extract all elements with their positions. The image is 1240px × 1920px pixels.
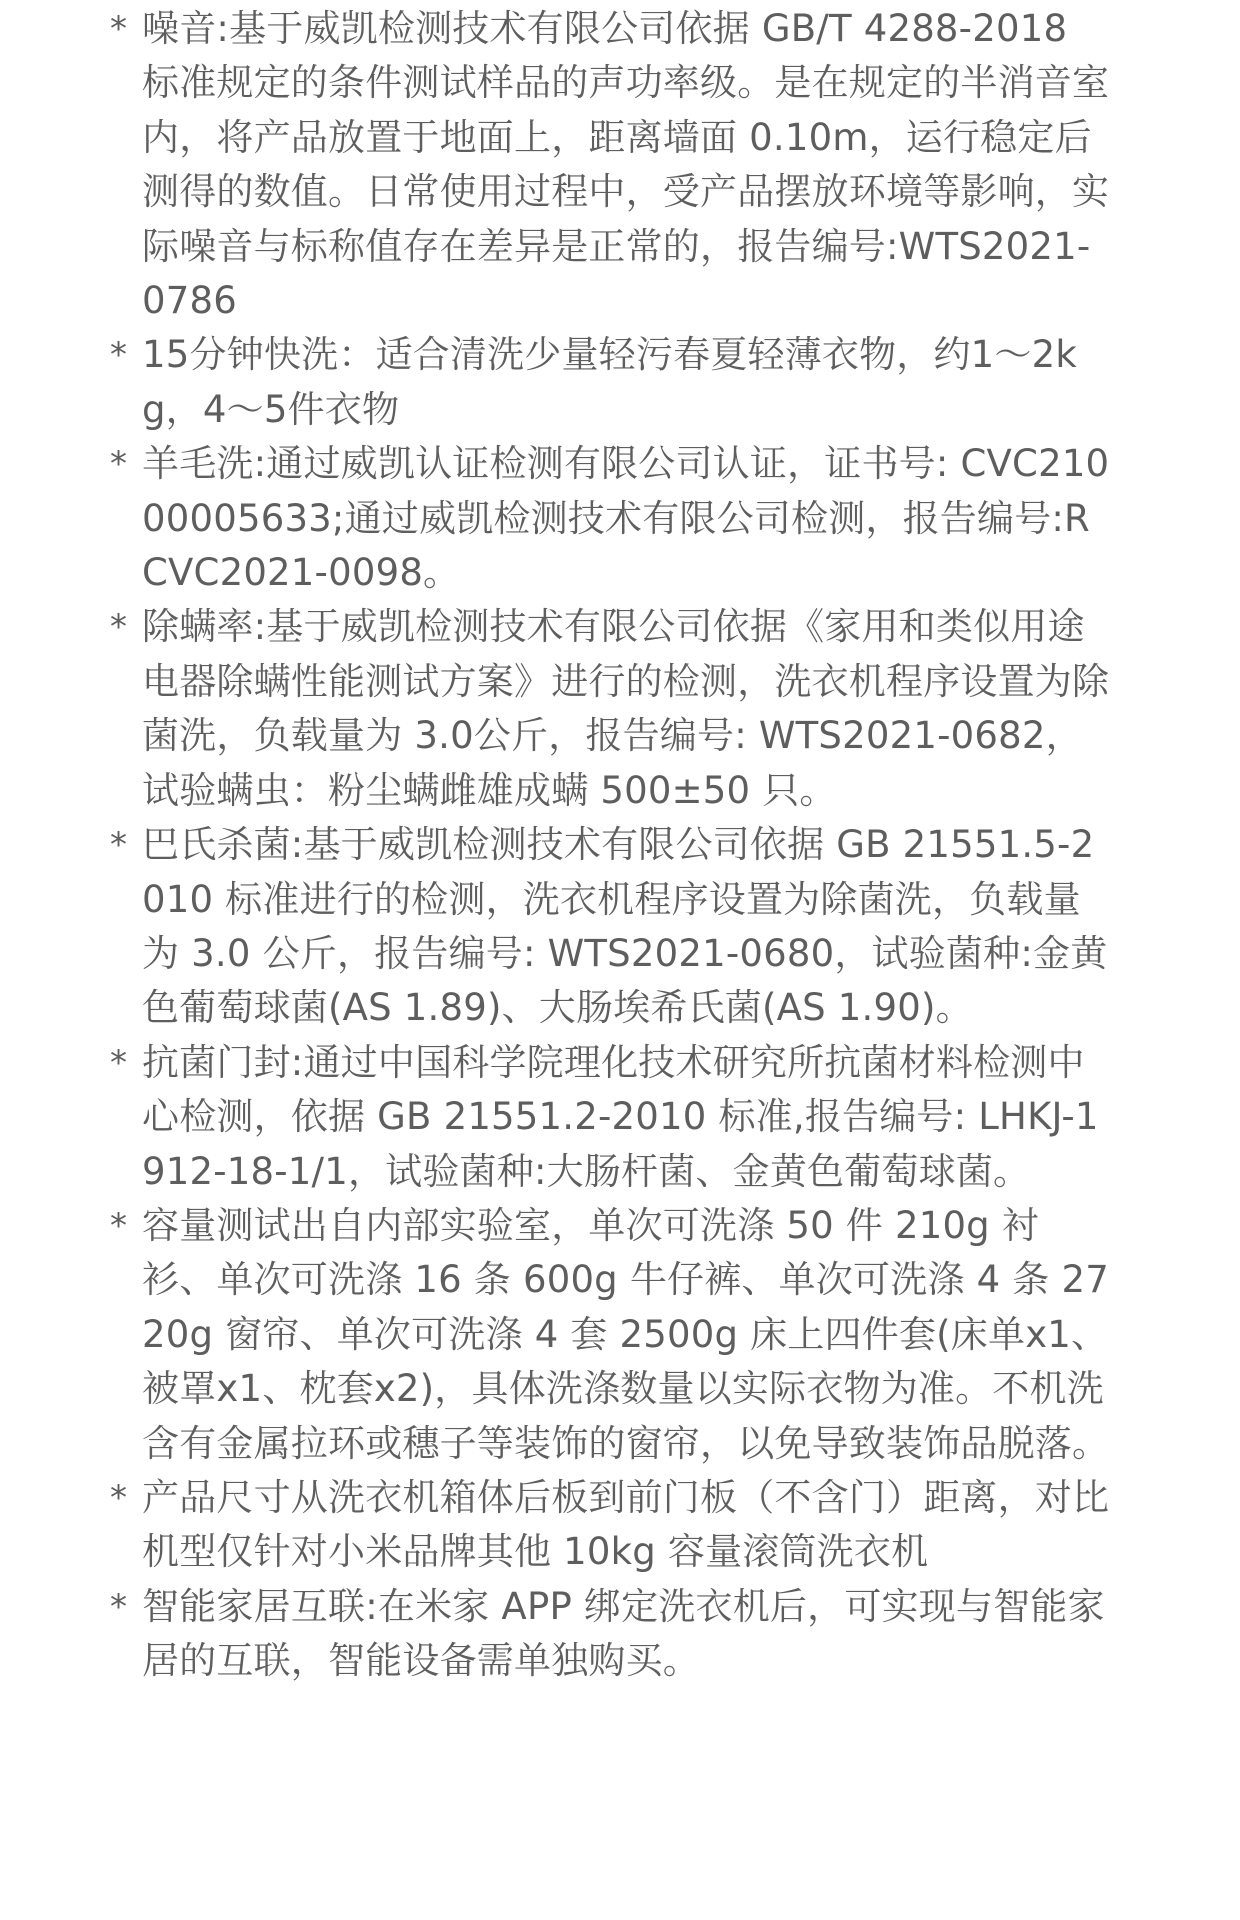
footnote-text: 15分钟快洗：适合清洗少量轻污春夏轻薄衣物，约1～2kg，4～5件衣物 [142,333,1077,431]
footnote-wool-wash [0,437,1240,600]
footnote-text: 羊毛洗:通过威凯认证检测有限公司认证，证书号: CVC21000005633;通过威凯检测技术有限公司检测，报告编号:RCVC2021-0098。 [142,442,1110,595]
footnote-noise [0,2,1240,328]
footnote-text: 巴氏杀菌:基于威凯检测技术有限公司依据 GB 21551.5-2010 标准进行的检测，洗衣机程序设置为除菌洗，负载量为 3.0 公斤，报告编号: WTS2021-0680，试验菌种:金黄色葡萄球菌(AS 1.89)、大肠埃希氏菌(AS 1.90)。 [142,823,1108,1030]
footnote-text: 抗菌门封:通过中国科学院理化技术研究所抗菌材料检测中心检测，依据 GB 21551.2-2010 标准,报告编号: LHKJ-1912-18-1/1，试验菌种:大肠杆菌、金黄色葡萄球菌。 [142,1040,1099,1193]
bullet-marker: * [110,1586,128,1627]
bullet-marker: * [110,1205,128,1246]
bullet-marker: * [110,1042,128,1083]
bullet-marker: * [110,1477,128,1518]
footnote-text: 噪音:基于威凯检测技术有限公司依据 GB/T 4288-2018 标准规定的条件测试样品的声功率级。是在规定的半消音室内，将产品放置于地面上，距离墙面 0.10m，运行稳定后测得的数值。日常使用过程中，受产品摆放环境等影响，实际噪音与标称值存在差异是正常的，报告编号:WTS2021-0786 [142,7,1110,323]
bullet-marker: * [110,607,128,648]
footnote-text: 除螨率:基于威凯检测技术有限公司依据《家用和类似用途电器除螨性能测试方案》进行的检测，洗衣机程序设置为除菌洗，负载量为 3.0公斤，报告编号: WTS2021-0682，试验螨虫：粉尘螨雌雄成螨 500±50 只。 [142,605,1110,812]
footnote-product-size [0,1471,1240,1580]
footnote-text: 智能家居互联:在米家 APP 绑定洗衣机后，可实现与智能家居的互联，智能设备需单独购买。 [142,1584,1105,1683]
bullet-marker: * [110,444,128,485]
footnote-smart-home [0,1580,1240,1689]
footnote-pasteurization [0,818,1240,1036]
footnote-capacity-test [0,1199,1240,1471]
footnote-text: 容量测试出自内部实验室，单次可洗涤 50 件 210g 衬衫、单次可洗涤 16 条 600g 牛仔裤、单次可洗涤 4 条 2720g 窗帘、单次可洗涤 4 套 2500g 床上四件套(床单x1、被罩x1、枕套x2)，具体洗涤数量以实际衣物为准。不机洗含有金属拉环或穗子等装饰的窗帘，以免导致装饰品脱落。 [142,1203,1110,1465]
footnote-mite-removal [0,600,1240,818]
bullet-marker: * [110,825,128,866]
footnote-text: 产品尺寸从洗衣机箱体后板到前门板（不含门）距离，对比机型仅针对小米品牌其他 10kg 容量滚筒洗衣机 [142,1475,1110,1574]
footnote-antibacterial-seal [0,1036,1240,1199]
bullet-marker: * [110,335,128,376]
footnote-quick-wash [0,328,1240,437]
bullet-marker: * [110,9,128,49]
